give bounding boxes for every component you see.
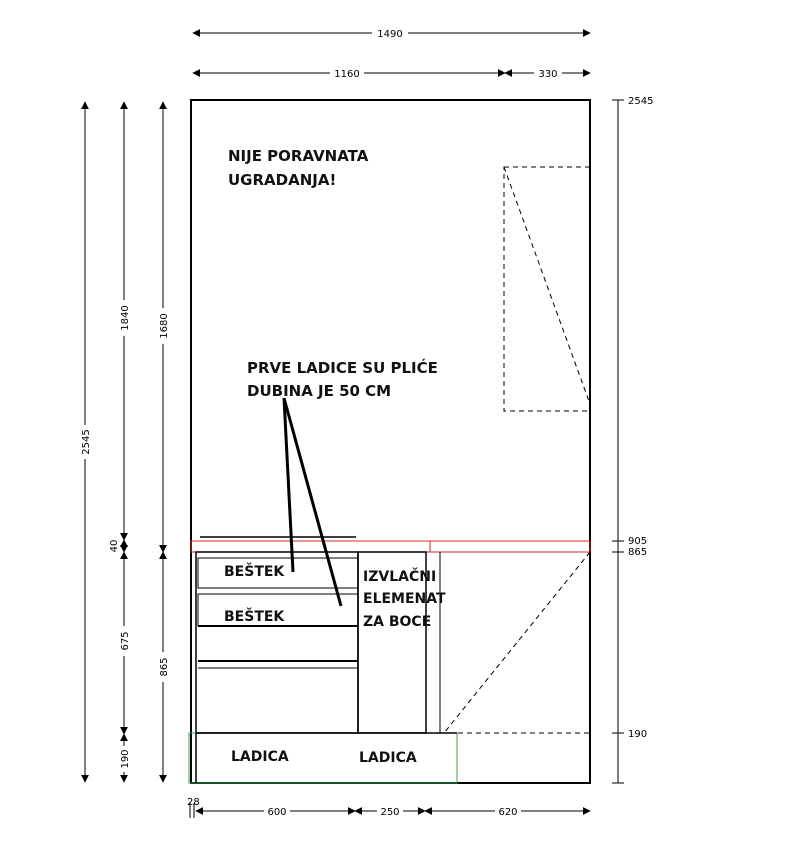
dim-right-axis [612, 96, 653, 783]
dim-left-plinth-label: 190 [120, 749, 131, 769]
dim-right-counter-top-label: 905 [628, 536, 648, 547]
dim-left-upper-b [156, 102, 170, 552]
dim-bottom [187, 797, 590, 818]
dim-left-cabinet-label: 675 [120, 631, 131, 651]
dim-bottom-c-label: 620 [498, 807, 518, 818]
dim-left-upper [117, 102, 131, 540]
note-alignment-line1: NIJE PORAVNATA [228, 147, 369, 165]
upper-dashed-cabinet [504, 167, 590, 411]
label-bestek-2: BEŠTEK [224, 609, 285, 625]
label-pullout-line3: ZA BOCE [363, 614, 432, 630]
dim-left-upper-b-label: 1680 [159, 313, 170, 339]
note-leader-lines [284, 398, 341, 606]
countertop [191, 537, 590, 552]
dim-top-left-label: 1160 [334, 69, 360, 80]
dim-top-right-label: 330 [538, 69, 558, 80]
dim-left-total-label: 2545 [81, 429, 92, 455]
plinth-drawers [189, 733, 457, 783]
dim-top-total-label: 1490 [377, 29, 403, 40]
dim-top-left [193, 66, 505, 80]
wall-outline [191, 100, 590, 783]
dim-bottom-offset-label: 28 [187, 797, 200, 808]
lower-dashed-cabinet [440, 552, 590, 733]
dim-left-cabinet [117, 552, 131, 734]
label-pullout-line2: ELEMENAT [363, 591, 446, 607]
label-bestek-1: BEŠTEK [224, 564, 285, 580]
note-drawers-line1: PRVE LADICE SU PLIĆE [247, 359, 438, 377]
dim-left-upper-label: 1840 [120, 305, 131, 331]
dim-left-total [78, 102, 92, 782]
dim-right-plinth-label: 190 [628, 729, 648, 740]
label-ladica-2: LADICA [359, 750, 417, 766]
note-alignment-line2: UGRADANJA! [228, 171, 337, 189]
dim-bottom-b-label: 250 [380, 807, 400, 818]
dim-left-base [156, 552, 170, 782]
label-ladica-1: LADICA [231, 749, 289, 765]
dim-left-plinth [117, 734, 131, 782]
dim-left-gap [109, 540, 124, 553]
dim-right-top-label: 2545 [628, 96, 654, 107]
dim-top-total [193, 26, 590, 40]
dim-left-gap-label: 40 [109, 539, 120, 553]
dim-right-counter-bottom-label: 865 [628, 547, 648, 558]
note-drawers-line2: DUBINA JE 50 CM [247, 382, 392, 400]
dim-top-right [505, 66, 590, 80]
label-pullout-line1: IZVLAČNI [363, 569, 437, 585]
dim-left-base-label: 865 [159, 657, 170, 677]
dim-bottom-a-label: 600 [267, 807, 287, 818]
